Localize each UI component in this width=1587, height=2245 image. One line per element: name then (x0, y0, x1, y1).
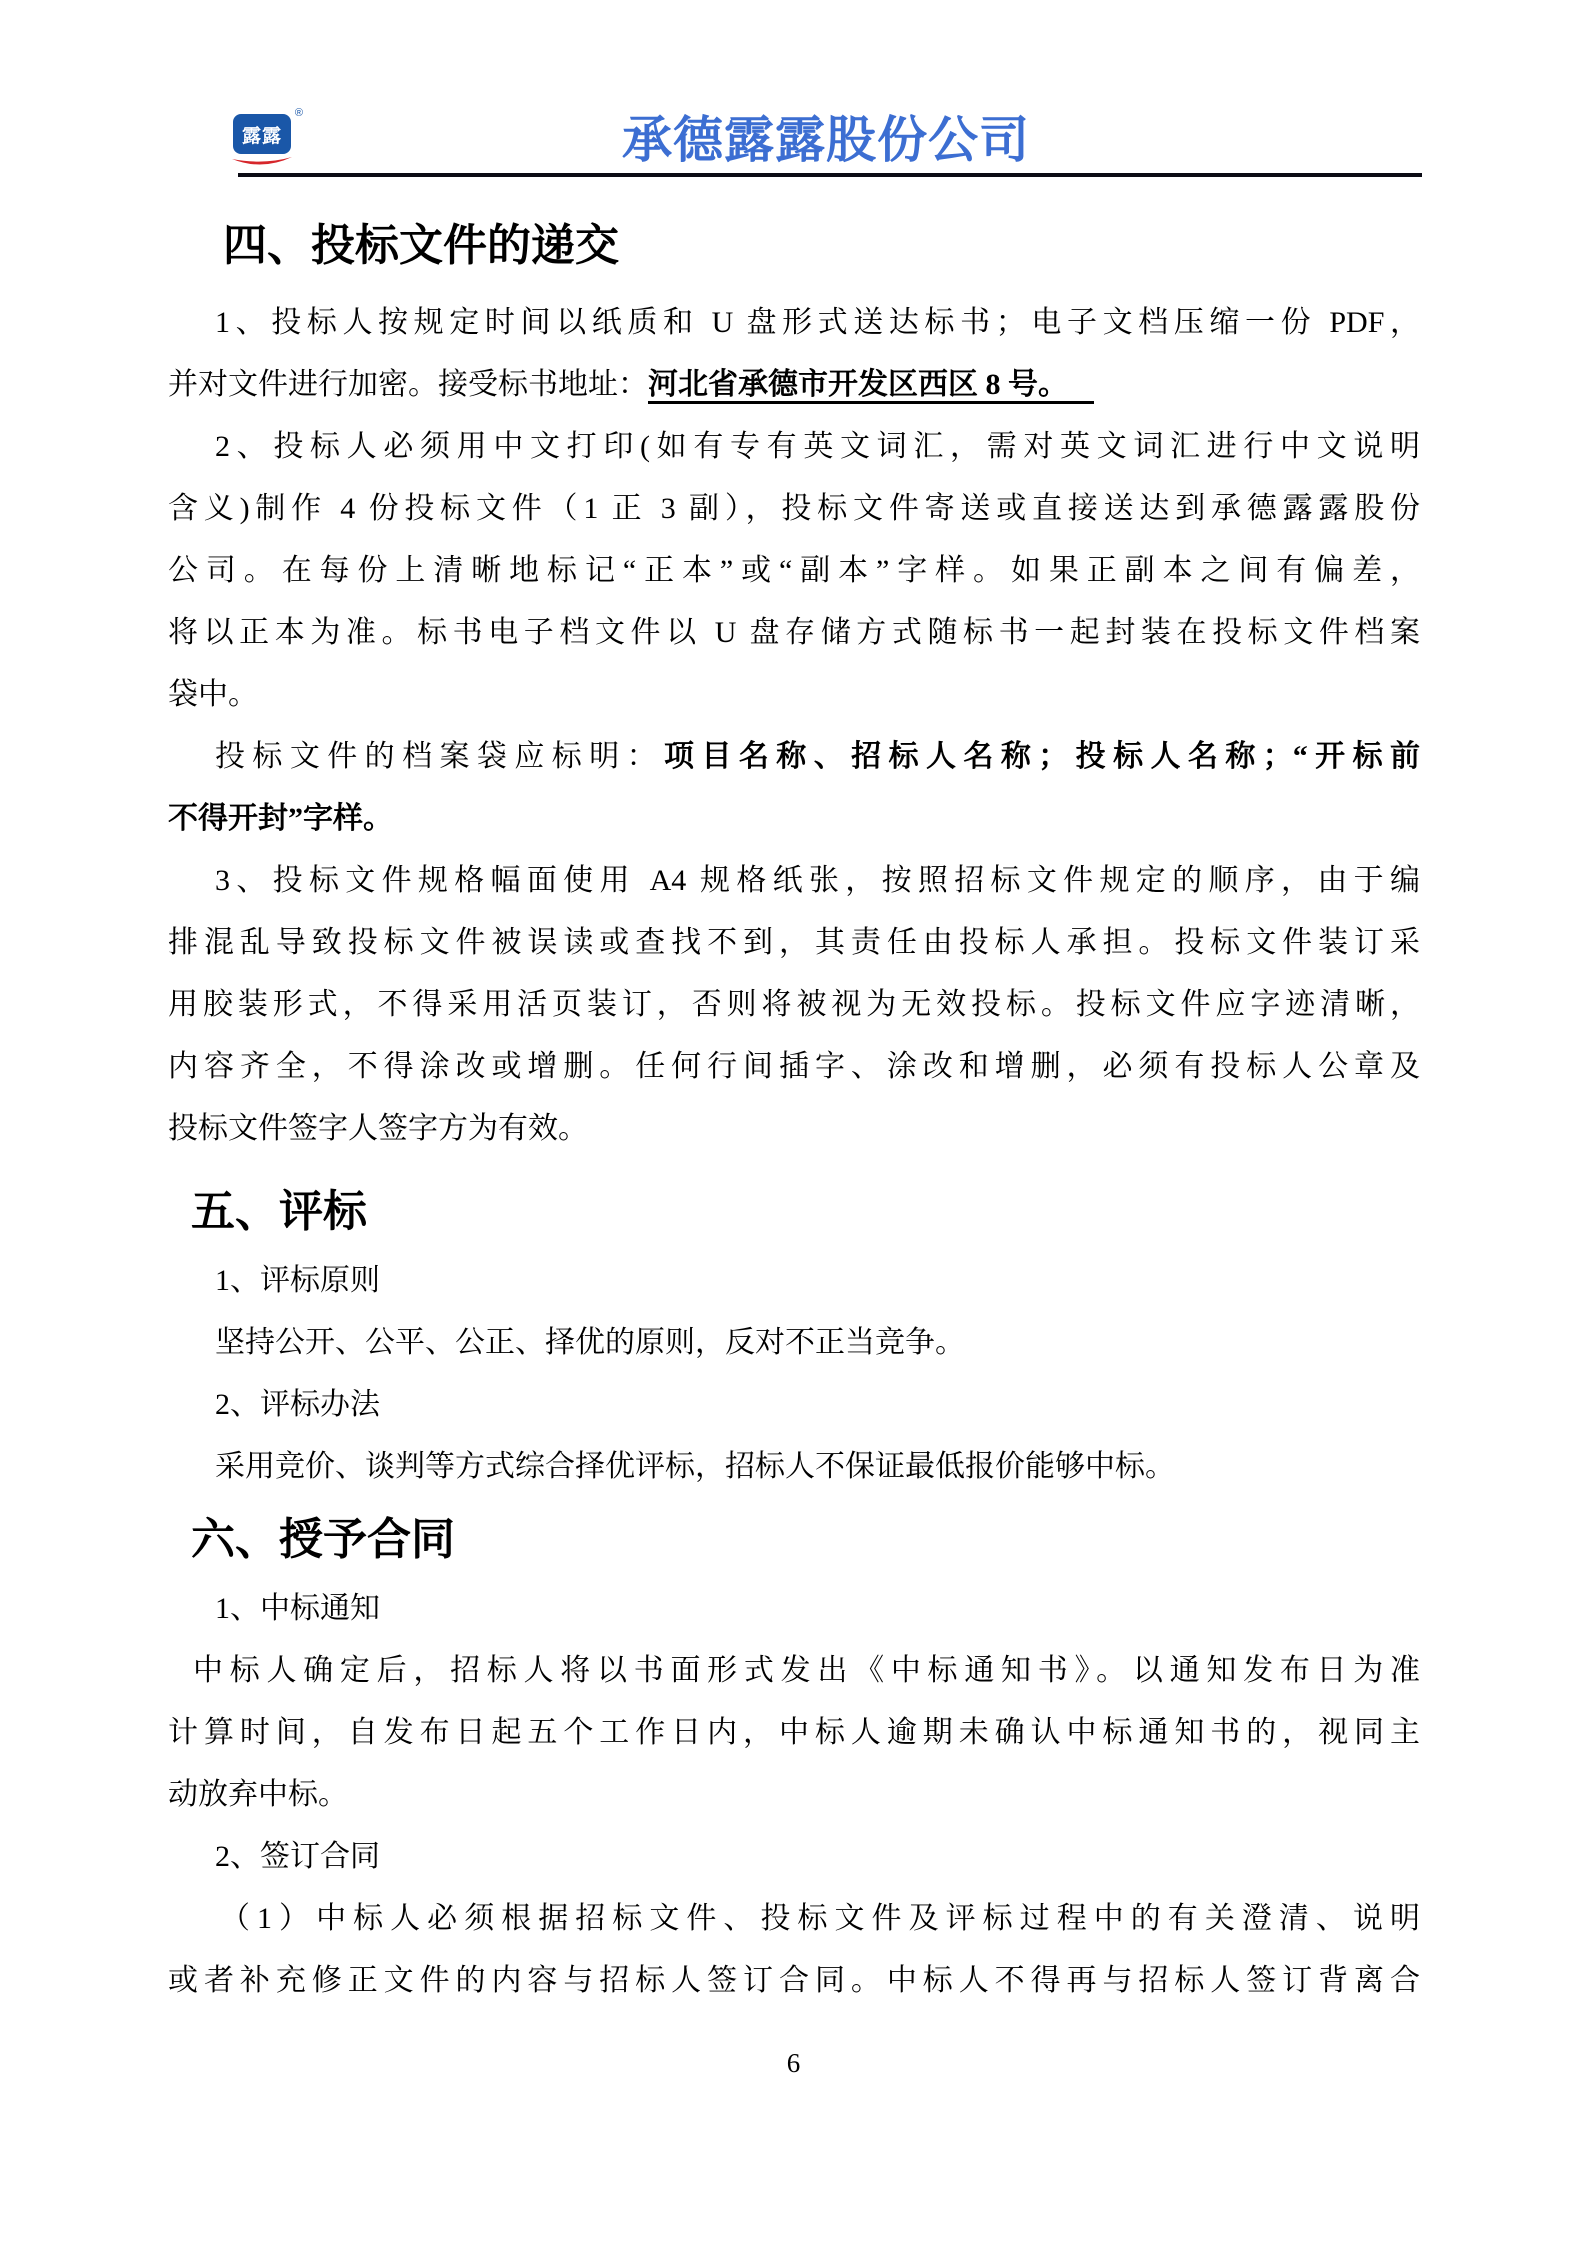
page-header (0, 0, 1587, 180)
paragraph-line: 2、签订合同 (215, 1840, 380, 1873)
section6-body (168, 1578, 1420, 2012)
section5-title: 五、评标 (191, 1187, 367, 1236)
paragraph-line: （1）中标人必须根据招标文件、投标文件及评标过程中的有关澄清、说明 (220, 1902, 1420, 1935)
paragraph-line: 不得开封”字样。 (168, 802, 393, 835)
section5-body (168, 1250, 1420, 1498)
paragraph-line: 公司。在每份上清晰地标记“正本”或“副本”字样。如果正副本之间有偏差， (168, 554, 1420, 587)
document-content (168, 180, 1420, 2012)
paragraph-line (168, 354, 1420, 416)
company-logo (233, 107, 303, 168)
paragraph-line (168, 726, 1420, 788)
section4-body (168, 292, 1420, 1160)
paragraph-line: 3、投标文件规格幅面使用 A4 规格纸张，按照招标文件规定的顺序，由于编 (215, 864, 1420, 897)
header-rule (238, 173, 1422, 177)
paragraph-line: 2、投标人必须用中文打印(如有专有英文词汇，需对英文词汇进行中文说明 (215, 430, 1420, 463)
paragraph-line: 1、投标人按规定时间以纸质和 U 盘形式送达标书；电子文档压缩一份 PDF， (215, 306, 1420, 339)
paragraph-line: 中标人确定后，招标人将以书面形式发出《中标通知书》。以通知发布日为准 (193, 1654, 1420, 1687)
logo-swoosh-icon (230, 156, 294, 170)
paragraph-line: 袋中。 (168, 678, 258, 711)
paragraph-line: 1、中标通知 (215, 1592, 380, 1625)
paragraph-line: 将以正本为准。标书电子档文件以 U 盘存储方式随标书一起封装在投标文件档案 (168, 616, 1420, 649)
logo-text: 露露 (241, 125, 282, 147)
registered-trademark-icon: ® (294, 107, 303, 119)
paragraph-line: 含义)制作 4 份投标文件（1 正 3 副），投标文件寄送或直接送达到承德露露股份 (168, 492, 1420, 525)
section6-title: 六、授予合同 (191, 1515, 455, 1564)
line-text: 投标文件的档案袋应标明： (215, 740, 665, 773)
paragraph-line: 采用竞价、谈判等方式综合择优评标，招标人不保证最低报价能够中标。 (215, 1450, 1175, 1483)
paragraph-line: 计算时间，自发布日起五个工作日内，中标人逾期未确认中标通知书的，视同主 (168, 1716, 1420, 1749)
paragraph-line: 排混乱导致投标文件被误读或查找不到，其责任由投标人承担。投标文件装订采 (168, 926, 1420, 959)
company-name-title: 承德露露股份公司 (622, 112, 1030, 168)
paragraph-line: 1、评标原则 (215, 1264, 380, 1297)
paragraph-line: 动放弃中标。 (168, 1778, 348, 1811)
paragraph-line: 内容齐全，不得涂改或增删。任何行间插字、涂改和增删，必须有投标人公章及 (168, 1050, 1420, 1083)
line-text: 并对文件进行加密。接受标书地址： (168, 368, 648, 401)
paragraph-line: 坚持公开、公平、公正、择优的原则，反对不正当竞争。 (215, 1326, 965, 1359)
page-number: 6 (786, 2048, 801, 2078)
logo-mark (233, 114, 291, 154)
paragraph-line: 2、评标办法 (215, 1388, 380, 1421)
delivery-address: 河北省承德市开发区西区 8 号。 (648, 368, 1094, 404)
bag-label-requirements: 项目名称、招标人名称；投标人名称；“开标前 (664, 740, 1421, 773)
paragraph-line: 或者补充修正文件的内容与招标人签订合同。中标人不得再与招标人签订背离合 (168, 1964, 1420, 1997)
paragraph-line: 用胶装形式，不得采用活页装订，否则将被视为无效投标。投标文件应字迹清晰， (168, 988, 1420, 1021)
paragraph-line: 投标文件签字人签字方为有效。 (168, 1112, 588, 1145)
section4-title: 四、投标文件的递交 (223, 221, 619, 270)
